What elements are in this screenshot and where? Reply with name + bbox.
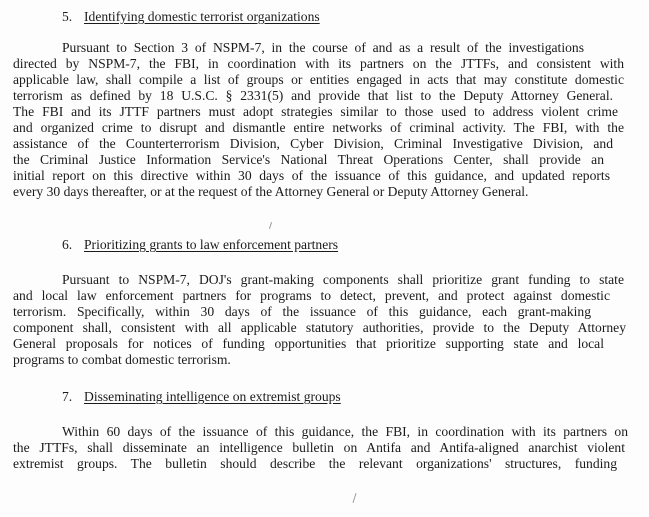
section-6-line-1: Pursuant to NSPM-7, DOJ's grant-making components shall prioritize grant funding to state — [62, 272, 624, 287]
section-5-number: 5. — [62, 9, 73, 24]
section-5-line-1: Pursuant to Section 3 of NSPM-7, in the course of and as a result of the investigations — [62, 40, 584, 55]
section-7-number: 7. — [62, 389, 73, 404]
section-5-line-2: directed by NSPM-7, the FBI, in coordination with its partners on the JTTFs, and consistent with — [13, 56, 624, 71]
section-5-line-10: every 30 days thereafter, or at the request of the Attorney General or Deputy Attorney General. — [13, 184, 529, 199]
section-6-line-3: terrorism. Specifically, within 30 days of the issuance of this guidance, each grant-making — [13, 304, 591, 319]
section-5-line-4: terrorism as defined by 18 U.S.C. § 2331(5) and provide that list to the Deputy Attorney General. — [13, 88, 613, 103]
section-6-title: Prioritizing grants to law enforcement partners — [84, 237, 339, 252]
section-5-line-8: the Criminal Justice Information Service's National Threat Operations Center, shall provide an — [13, 152, 604, 167]
section-7-line-3: extremist groups. The bulletin should describe the relevant organizations' structures, funding — [13, 456, 617, 471]
section-7-heading — [62, 389, 341, 405]
section-7-title: Disseminating intelligence on extremist groups — [84, 389, 341, 404]
section-6-line-5: General proposals for notices of funding opportunities that prioritize supporting state and local — [13, 336, 604, 351]
section-6-number: 6. — [62, 237, 73, 252]
section-5-line-3: applicable law, shall compile a list of groups or entities engaged in acts that may constitute domestic — [13, 72, 624, 87]
section-5-heading — [62, 9, 320, 25]
section-6-line-4: component shall, consistent with all applicable statutory authorities, provide to the Deputy Attorney — [13, 320, 626, 335]
section-7-line-1: Within 60 days of the issuance of this guidance, the FBI, in coordination with its partners on — [62, 424, 628, 439]
section-5-line-6: and organized crime to disrupt and dismantle entire networks of criminal activity. The FBI, with the — [13, 120, 624, 135]
section-6-line-2: and local law enforcement partners for programs to detect, prevent, and protect against domestic — [13, 288, 610, 303]
section-5-line-7: assistance of the Counterterrorism Division, Cyber Division, Criminal Investigative Division, and — [13, 136, 613, 151]
scan-mark — [269, 222, 272, 229]
section-5-title: Identifying domestic terrorist organizations — [84, 9, 320, 24]
scan-mark — [352, 493, 356, 503]
section-6-heading — [62, 237, 338, 253]
section-5-line-5: The FBI and its JTTF partners must adopt strategies similar to those used to address violent crime — [13, 104, 618, 119]
section-5-line-9: initial report on this directive within 30 days of the issuance of this guidance, and updated reports — [13, 168, 610, 183]
section-7-line-2: the JTTFs, shall disseminate an intelligence bulletin on Antifa and Antifa-aligned anarchist violent — [13, 440, 625, 455]
section-6-line-6: programs to combat domestic terrorism. — [13, 352, 231, 367]
